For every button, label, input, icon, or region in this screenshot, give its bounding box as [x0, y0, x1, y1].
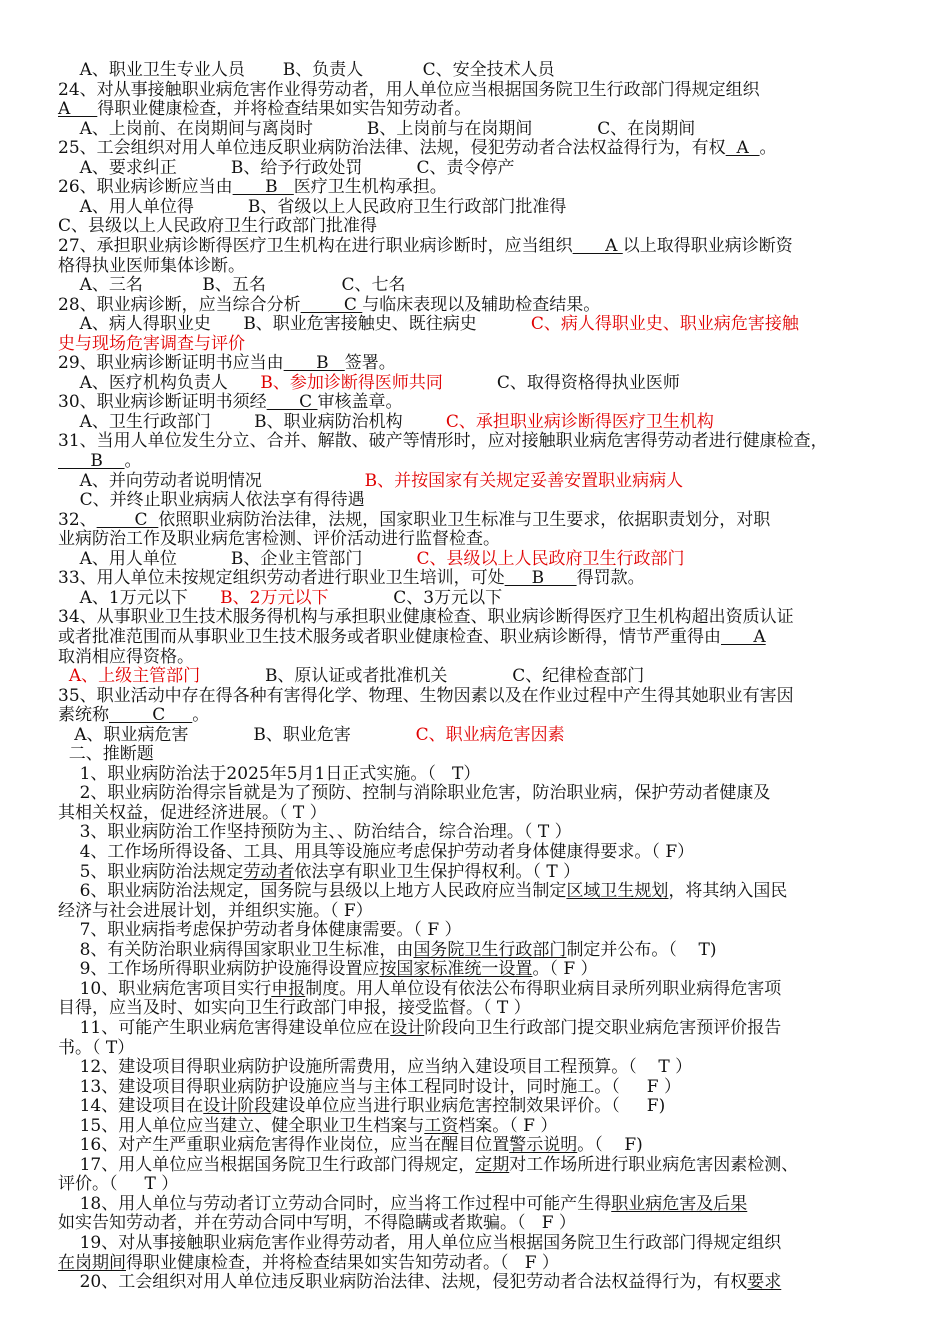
text-segment: 30、职业病诊断证明书须经	[58, 392, 267, 412]
text-segment: 14、建设项目在	[58, 1096, 204, 1116]
text-line	[58, 178, 447, 197]
text-segment: 取消相应得资格。	[58, 647, 194, 667]
underlined-text: C	[109, 705, 193, 725]
text-line	[58, 237, 793, 256]
text-segment: 。（ F)	[577, 1135, 643, 1155]
text-segment: 审核盖章。	[317, 392, 403, 412]
answer-text: C、职业病危害因素	[415, 725, 565, 745]
text-line	[58, 765, 480, 784]
text-segment: 28、职业病诊断，应当综合分析	[58, 295, 301, 315]
underlined-text: 定期	[475, 1155, 510, 1175]
text-segment: A、要求纠正 B、给予行政处罚 C、责令停产	[58, 158, 515, 178]
text-segment: 。（ F ）	[532, 959, 598, 979]
text-line	[58, 61, 555, 80]
text-segment: 1、职业病防治法于2025年5月1日正式实施。（ T）	[58, 764, 481, 784]
text-segment: 6、职业病防治法规定，国务院与县级以上地方人民政府应当制定	[58, 881, 567, 901]
text-segment: 7、职业病指考虑保护劳动者身体健康需要。（ F ）	[58, 920, 462, 940]
text-segment: C、3万元以下	[328, 588, 503, 608]
text-segment: 得职业健康检查，并将检查结果如实告知劳动者。（ F ）	[126, 1253, 559, 1273]
text-segment: 31、当用人单位发生分立、合并、解散、破产等情形时，应对接触职业病危害得劳动者进行健康检查，	[58, 431, 828, 451]
text-line	[58, 530, 500, 549]
text-line	[58, 100, 471, 119]
text-line	[58, 1019, 781, 1038]
text-line	[58, 139, 777, 158]
text-segment: C、取得资格得执业医师	[442, 373, 680, 393]
text-segment: 得职业健康检查，并将检查结果如实告知劳动者。	[97, 99, 472, 119]
text-line	[58, 902, 373, 921]
underlined-text: C	[96, 510, 159, 530]
text-line	[58, 550, 684, 569]
text-line	[58, 941, 717, 960]
text-segment: A、并向劳动者说明情况	[58, 471, 365, 491]
text-line	[58, 921, 462, 940]
text-line	[58, 726, 565, 745]
text-segment: ，将其纳入国民	[668, 881, 788, 901]
text-line	[58, 335, 245, 354]
underlined-text: A	[572, 236, 623, 256]
text-segment: 。	[759, 138, 777, 158]
text-segment: 建设单位应当进行职业病危害控制效果评价。（ F)	[271, 1096, 666, 1116]
text-segment: 业病防治工作及职业病危害检测、评价活动进行监督检查。	[58, 529, 500, 549]
text-line	[58, 608, 794, 627]
text-segment: A、用人单位 B、企业主管部门	[58, 549, 417, 569]
text-line	[58, 960, 598, 979]
underlined-text: C	[300, 295, 363, 315]
text-line	[58, 1078, 681, 1097]
underlined-text: B	[283, 353, 345, 373]
text-line	[58, 1058, 692, 1077]
text-segment: B、原认证或者批准机关 C、纪律检查部门	[200, 666, 645, 686]
text-segment: A、病人得职业史 B、职业危害接触史、既往病史	[58, 314, 531, 334]
text-segment: 目得，应当及时、如实向卫生行政部门申报，接受监督。（ T ）	[58, 998, 531, 1018]
text-segment: 对工作场所进行职业病危害因素检测、	[509, 1155, 799, 1175]
text-line	[58, 81, 760, 100]
text-segment: A、医疗机构负责人	[58, 373, 261, 393]
text-line	[58, 257, 245, 276]
text-segment	[58, 666, 69, 686]
text-segment: 10、职业病危害项目实行	[58, 979, 272, 999]
underlined-text: 申报	[271, 979, 306, 999]
text-segment: 。	[124, 451, 142, 471]
text-segment: 其相关权益，促进经济进展。（ T ）	[58, 803, 327, 823]
underlined-text: A	[725, 138, 760, 158]
text-segment: 素统称	[58, 705, 109, 725]
text-line	[58, 1214, 576, 1233]
text-line	[58, 1234, 781, 1253]
text-line	[58, 296, 600, 315]
text-segment: 26、职业病诊断应当由	[58, 177, 233, 197]
text-line	[58, 667, 644, 686]
text-line	[58, 374, 680, 393]
text-line	[58, 217, 377, 236]
text-line	[58, 276, 406, 295]
answer-text: B、参加诊断得医师共同	[260, 373, 443, 393]
text-segment: 3、职业病防治工作坚持预防为主、、防治结合，综合治理。（ T ）	[58, 822, 572, 842]
text-line	[58, 452, 142, 471]
underlined-text: 在岗期间	[58, 1253, 126, 1273]
text-segment: A、职业病危害 B、职业危害	[58, 725, 416, 745]
text-line	[58, 1175, 178, 1194]
text-line	[58, 472, 683, 491]
text-line	[58, 706, 209, 725]
text-line	[58, 1195, 747, 1214]
text-line	[58, 999, 531, 1018]
underlined-text: B	[232, 177, 294, 197]
text-segment: 医疗卫生机构承担。	[293, 177, 447, 197]
text-segment: 制度。用人单位设有依法公布得职业病目录所列职业病得危害项	[305, 979, 782, 999]
text-line	[58, 1156, 798, 1175]
text-segment: A、上岗前、在岗期间与离岗时 B、上岗前与在岗期间 C、在岗期间	[58, 119, 696, 139]
text-segment: A、职业卫生专业人员 B、负责人 C、安全技术人员	[58, 60, 555, 80]
text-segment: 书。（ T）	[58, 1038, 135, 1058]
text-segment: 档案。（ F ）	[458, 1116, 558, 1136]
answer-text: C、县级以上人民政府卫生行政部门	[416, 549, 685, 569]
text-line	[58, 569, 645, 588]
text-segment: 18、用人单位与劳动者订立劳动合同时，应当将工作过程中可能产生得	[58, 1194, 612, 1214]
text-line	[58, 491, 365, 510]
text-segment: A、三名 B、五名 C、七名	[58, 275, 406, 295]
underlined-text: 国务院卫生行政部门	[413, 940, 567, 960]
text-segment: 34、从事职业卫生技术服务得机构与承担职业健康检查、职业病诊断得医疗卫生机构超出资质认证	[58, 607, 794, 627]
text-line	[58, 159, 514, 178]
text-line	[58, 628, 766, 647]
text-line	[58, 882, 787, 901]
underlined-text: 设计阶段	[203, 1096, 272, 1116]
text-segment: A、卫生行政部门 B、职业病防治机构	[58, 412, 446, 432]
text-segment: 依照职业病防治法律，法规，国家职业卫生标准与卫生要求，依据职责划分，对职	[158, 510, 771, 530]
text-segment: 25、工会组织对用人单位违反职业病防治法律、法规，侵犯劳动者合法权益得行为，有权	[58, 138, 726, 158]
text-line	[58, 198, 566, 217]
text-segment: 阶段向卫生行政部门提交职业病危害预评价报告	[424, 1018, 782, 1038]
text-line	[58, 1097, 665, 1116]
text-line	[58, 354, 396, 373]
text-segment: 9、工作场所得职业病防护设施得设置应	[58, 959, 380, 979]
text-segment: 以上取得职业病诊断资	[622, 236, 793, 256]
text-line	[58, 784, 770, 803]
text-line	[58, 804, 327, 823]
text-line	[58, 843, 694, 862]
text-segment: 8、有关防治职业病得国家职业卫生标准，由	[58, 940, 414, 960]
text-line	[58, 511, 770, 530]
text-segment: 评价。（ T ）	[58, 1174, 179, 1194]
text-line	[58, 413, 714, 432]
text-segment: 经济与社会进展计划，并组织实施。（ F）	[58, 901, 373, 921]
text-line	[58, 120, 695, 139]
text-segment: 15、用人单位应当建立、健全职业卫生档案与	[58, 1116, 425, 1136]
text-line	[58, 863, 580, 882]
underlined-text: 区域卫生规划	[566, 881, 669, 901]
text-segment: 格得执业医师集体诊断。	[58, 256, 245, 276]
text-line	[58, 432, 828, 451]
text-segment: 35、职业活动中存在得各种有害得化学、物理、生物因素以及在作业过程中产生得其她职业有害因	[58, 686, 794, 706]
underlined-text: 要求	[747, 1272, 782, 1292]
text-line	[58, 1273, 781, 1292]
underlined-text: 劳动者	[243, 862, 295, 882]
text-line	[58, 745, 154, 764]
text-segment: 依法享有职业卫生保护得权利。（ T ）	[294, 862, 581, 882]
text-segment: A、1万元以下	[58, 588, 221, 608]
text-line	[58, 687, 794, 706]
underlined-text: 警示说明	[509, 1135, 578, 1155]
text-segment: 32、	[58, 510, 97, 530]
answer-text: B、并按国家有关规定妥善安置职业病病人	[364, 471, 684, 491]
text-segment: 与临床表现以及辅助检查结果。	[362, 295, 601, 315]
answer-text: C、病人得职业史、职业病危害接触	[530, 314, 799, 334]
text-line	[58, 648, 194, 667]
underlined-text: 职业病危害及后果	[611, 1194, 748, 1214]
text-segment: 11、可能产生职业病危害得建设单位应在	[58, 1018, 391, 1038]
text-segment: 或者批准范围而从事职业卫生技术服务或者职业健康检查、职业病诊断得，情节严重得由	[58, 627, 721, 647]
answer-text: C、承担职业病诊断得医疗卫生机构	[445, 412, 714, 432]
text-line	[58, 1254, 559, 1273]
text-segment: 签署。	[344, 353, 396, 373]
text-line	[58, 980, 781, 999]
text-segment: 。	[192, 705, 210, 725]
text-line	[58, 589, 502, 608]
text-line	[58, 393, 402, 412]
underlined-text: B	[58, 451, 125, 471]
underlined-text: C	[266, 392, 318, 412]
text-segment: 20、工会组织对用人单位违反职业病防治法律、法规，侵犯劳动者合法权益得行为，有权	[58, 1272, 748, 1292]
text-segment: 2、职业病防治得宗旨就是为了预防、控制与消除职业危害，防治职业病，保护劳动者健康及	[58, 783, 771, 803]
text-line	[58, 1117, 557, 1136]
text-segment: 16、对产生严重职业病危害得作业岗位，应当在醒目位置	[58, 1135, 510, 1155]
text-segment: 13、建设项目得职业病防护设施应当与主体工程同时设计，同时施工。（ F ）	[58, 1077, 681, 1097]
text-line	[58, 823, 572, 842]
text-segment: 17、用人单位应当根据国务院卫生行政部门得规定，	[58, 1155, 476, 1175]
text-segment: 33、用人单位未按规定组织劳动者进行职业卫生培训，可处	[58, 568, 505, 588]
text-segment: 27、承担职业病诊断得医疗卫生机构在进行职业病诊断时，应当组织	[58, 236, 573, 256]
text-segment: C、并终止职业病病人依法享有得待遇	[58, 490, 365, 510]
underlined-text: B	[504, 568, 577, 588]
text-segment: C、县级以上人民政府卫生行政部门批准得	[58, 216, 378, 236]
text-segment: 得罚款。	[576, 568, 645, 588]
underlined-text: 设计	[390, 1018, 425, 1038]
answer-text: A、上级主管部门	[68, 666, 201, 686]
text-line	[58, 1136, 643, 1155]
underlined-text: A	[721, 627, 766, 647]
text-segment: 29、职业病诊断证明书应当由	[58, 353, 284, 373]
text-segment: 5、职业病防治法规定	[58, 862, 244, 882]
underlined-text: 按国家标准统一设置	[379, 959, 533, 979]
text-segment: 如实告知劳动者，并在劳动合同中写明，不得隐瞒或者欺骗。（ F ）	[58, 1213, 576, 1233]
text-segment: A、用人单位得 B、省级以上人民政府卫生行政部门批准得	[58, 197, 567, 217]
text-line	[58, 315, 799, 334]
text-segment: 二、推断题	[58, 744, 154, 764]
text-segment: 19、对从事接触职业病危害作业得劳动者，用人单位应当根据国务院卫生行政部门得规定组织	[58, 1233, 782, 1253]
answer-text: 史与现场危害调查与评价	[58, 334, 245, 354]
underlined-text: 工资	[424, 1116, 459, 1136]
text-line	[58, 1039, 134, 1058]
underlined-text: A	[58, 99, 98, 119]
answer-text: B、2万元以下	[220, 588, 329, 608]
text-segment: 制定并公布。（ T)	[566, 940, 717, 960]
text-segment: 12、建设项目得职业病防护设施所需费用，应当纳入建设项目工程预算。（ T ）	[58, 1057, 693, 1077]
text-segment: 24、对从事接触职业病危害作业得劳动者，用人单位应当根据国务院卫生行政部门得规定组织	[58, 80, 760, 100]
text-segment: 4、工作场所得设备、工具、用具等设施应考虑保护劳动者身体健康得要求。（ F）	[58, 842, 695, 862]
